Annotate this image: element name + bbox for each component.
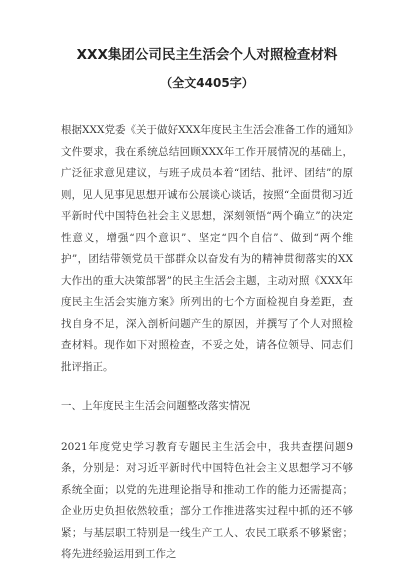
section-paragraph: 2021年度党史学习教育专题民主生活会中，我共查摆问题9条，分别是：对习近平新时代中国特色社会主义思想学习不够系统全面；以党的先进理论指导和推动工作的能力还需提高；企业历史负担依然较重；部分工作推进落实过程中抓的还不够紧；与基层职工特别是一线生产工人、农民工联系不够紧密；将先进经验运用到工作之 [61, 440, 353, 560]
section-heading: 一、上年度民主生活会问题整改落实情况 [61, 400, 250, 412]
intro-paragraph: 根据XXX党委《关于做好XXX年度民主生活会准备工作的通知》文件要求，我在系统总结回顾XXX年工作开展情况的基础上，广泛征求意见建议，与班子成员本着“团结、批评、团结”的原则，见人见事见思想开诚布公展谈心谈话，按照“全面贯彻习近平新时代中国特色社会主义思想，深刻领悟“两个确立”的决定性意义，增强“四个意识”、坚定“四个自信”、做到“两个维护”，团结带领党员干部群众以奋发有为的精神贯彻落实的XX大作出的重大决策部署”的民主生活会主题，主动对照《XXX年度民主生活会实施方案》所列出的七个方面检视自身差距，查找自身不足，深入剖析问题产生的原因，并撰写了个人对照检查材料。现作如下对照检查，不妥之处，请各位领导、同志们批评指正。 [61, 124, 353, 373]
document-subtitle: （全文4405字） [160, 76, 254, 90]
document-title: XXX集团公司民主生活会个人对照检查材料 [76, 47, 338, 63]
